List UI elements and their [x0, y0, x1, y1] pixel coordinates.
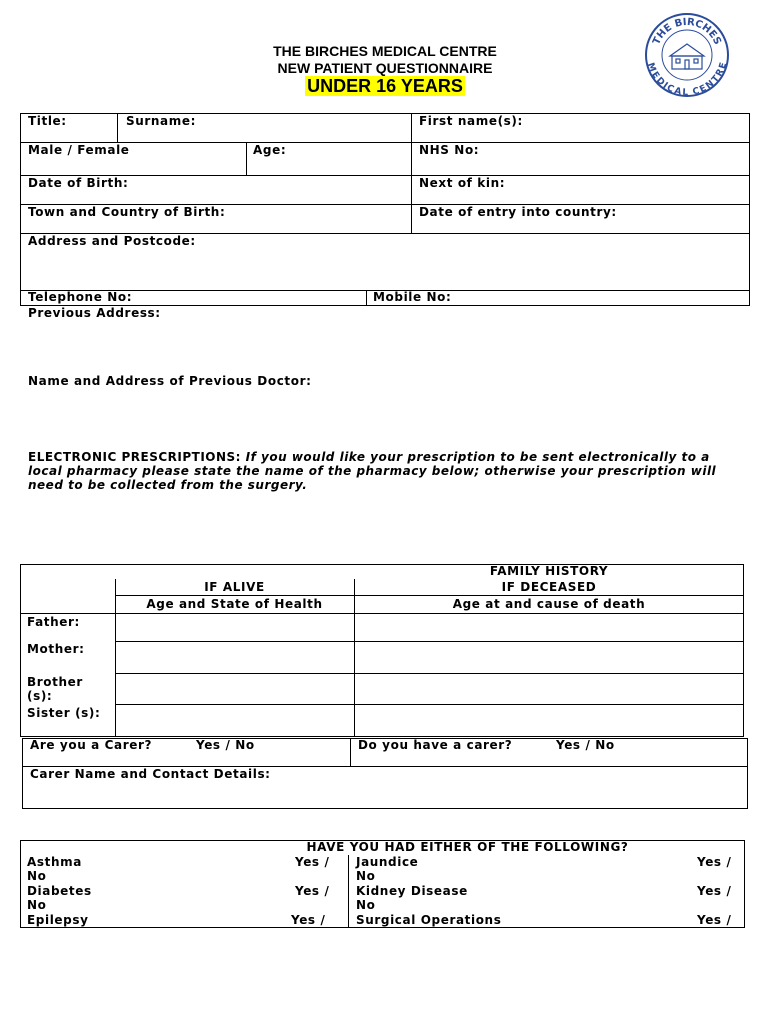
eps-text3: need to be collected from the surgery. [28, 478, 308, 492]
diabetes-yes: Yes / [295, 884, 330, 898]
brother-label: Brother [27, 675, 83, 689]
if-deceased-header: IF DECEASED [501, 580, 597, 594]
mobile-label: Mobile No: [373, 290, 452, 304]
eps-text2: local pharmacy please state the name of the pharmacy below; otherwise your prescription will [28, 464, 717, 478]
age-label: Age: [253, 143, 287, 157]
deceased-subheader: Age at and cause of death [452, 597, 646, 611]
brother-label-cont: (s): [27, 689, 53, 703]
svg-text:MEDICAL CENTRE: MEDICAL CENTRE [644, 61, 730, 98]
have-carer-options: Yes / No [556, 738, 615, 752]
if-alive-header: IF ALIVE [204, 580, 265, 594]
age-group-highlight: UNDER 16 YEARS [307, 76, 463, 96]
form-title: NEW PATIENT QUESTIONNAIRE [277, 60, 493, 76]
dob-label: Date of Birth: [28, 176, 129, 190]
surgical-operations-label: Surgical Operations [356, 913, 502, 927]
eps-line1 [28, 450, 710, 464]
medical-centre-logo [644, 12, 730, 98]
jaundice-label: Jaundice [356, 855, 419, 869]
eps-text1: If you would like your prescription to be sent electronically to a [245, 450, 710, 464]
diabetes-no: No [27, 898, 47, 912]
previous-doctor-label: Name and Address of Previous Doctor: [28, 374, 312, 388]
have-carer-label: Do you have a carer? [358, 738, 513, 752]
town-country-label: Town and Country of Birth: [28, 205, 226, 219]
first-names-label: First name(s): [419, 114, 523, 128]
kidney-disease-no: No [356, 898, 376, 912]
svg-text:THE BIRCHES: THE BIRCHES [651, 16, 723, 47]
eps-heading: ELECTRONIC PRESCRIPTIONS: [28, 450, 241, 464]
alive-subheader: Age and State of Health [146, 597, 323, 611]
epilepsy-label: Epilepsy [27, 913, 89, 927]
are-you-carer-options: Yes / No [196, 738, 255, 752]
sex-label: Male / Female [28, 143, 130, 157]
surname-label: Surname: [126, 114, 196, 128]
sister-label: Sister (s): [27, 706, 101, 720]
date-entry-label: Date of entry into country: [419, 205, 617, 219]
next-of-kin-label: Next of kin: [419, 176, 506, 190]
asthma-yes: Yes / [295, 855, 330, 869]
surgical-operations-yes: Yes / [697, 913, 732, 927]
jaundice-yes: Yes / [697, 855, 732, 869]
father-label: Father: [27, 615, 80, 629]
nhs-no-label: NHS No: [419, 143, 480, 157]
kidney-disease-label: Kidney Disease [356, 884, 468, 898]
title-label: Title: [28, 114, 67, 128]
previous-address-label: Previous Address: [28, 306, 161, 320]
epilepsy-yes: Yes / [291, 913, 326, 927]
centre-name: THE BIRCHES MEDICAL CENTRE [273, 43, 497, 59]
address-label: Address and Postcode: [28, 234, 196, 248]
family-history-title: FAMILY HISTORY [489, 564, 609, 578]
conditions-title: HAVE YOU HAD EITHER OF THE FOLLOWING? [306, 840, 629, 854]
asthma-label: Asthma [27, 855, 82, 869]
mother-label: Mother: [27, 642, 85, 656]
carer-details-label: Carer Name and Contact Details: [30, 767, 271, 781]
jaundice-no: No [356, 869, 376, 883]
telephone-label: Telephone No: [28, 290, 133, 304]
diabetes-label: Diabetes [27, 884, 92, 898]
kidney-disease-yes: Yes / [697, 884, 732, 898]
asthma-no: No [27, 869, 47, 883]
are-you-carer-label: Are you a Carer? [30, 738, 153, 752]
building-icon [670, 44, 704, 69]
